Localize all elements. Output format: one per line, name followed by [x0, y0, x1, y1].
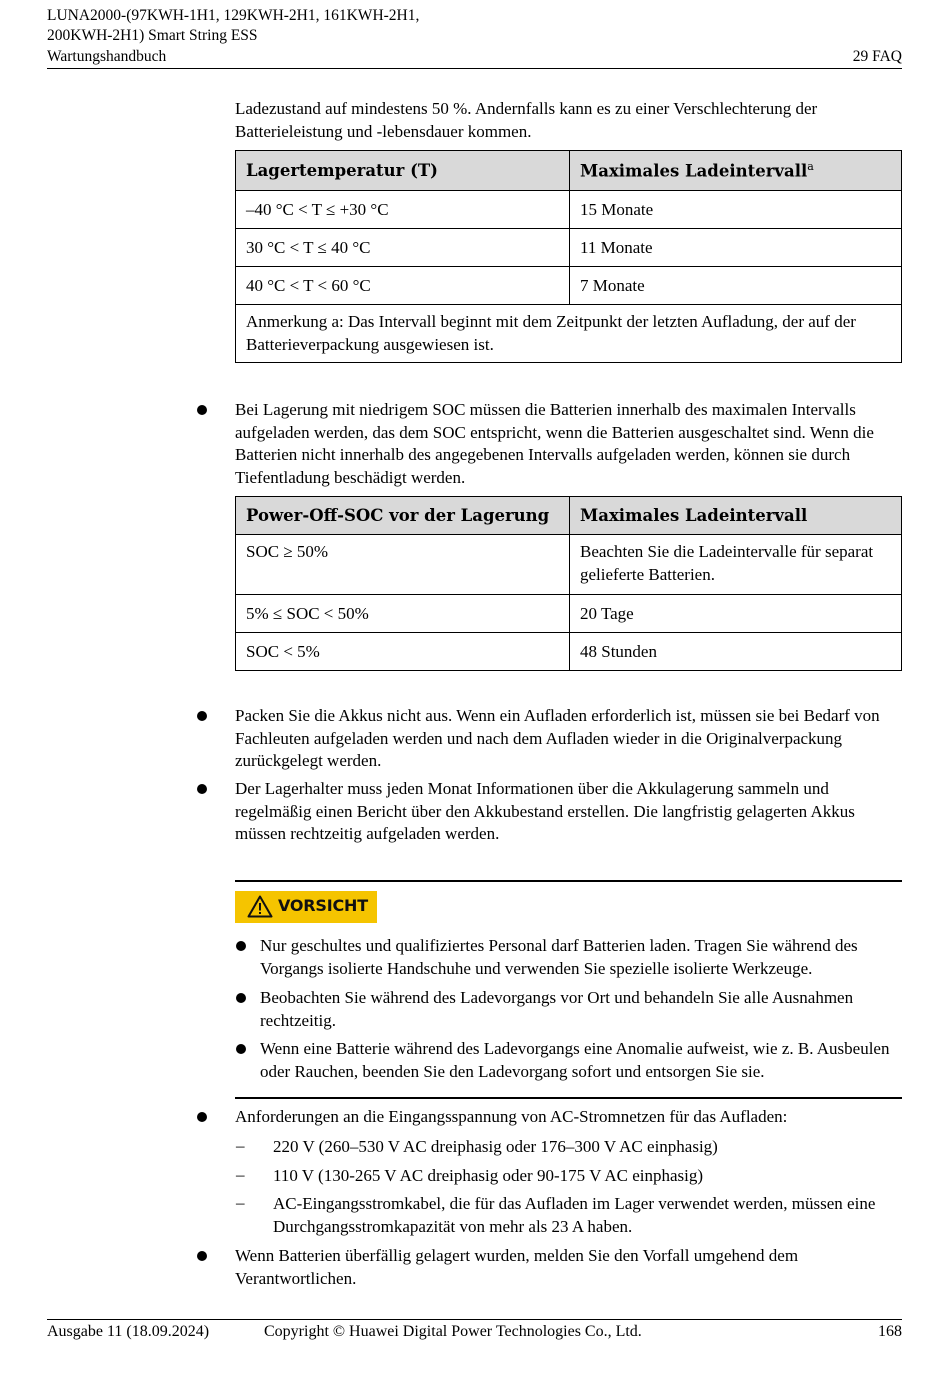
table-row: [236, 535, 902, 595]
table2-cell: Beachten Sie die Ladeintervalle für separat gelieferte Batterien.: [570, 535, 902, 595]
table1-cell: 7 Monate: [570, 267, 902, 305]
header-rule: [47, 68, 902, 69]
table2-cell: 5% ≤ SOC < 50%: [236, 595, 570, 633]
storage-temperature-table: [235, 150, 902, 363]
table1-cell: 11 Monate: [570, 229, 902, 267]
bullet-text-report: Der Lagerhalter muss jeden Monat Informationen über die Akkulagerung sammeln und regelmäßig einen Bericht über den Akkubestand erstellen. Die langfristig gelagerten Akkus müssen rechtzeitig aufgeladen werden.: [235, 779, 855, 843]
dash-marker: –: [236, 1136, 245, 1155]
table2-header-soc: Power-Off-SOC vor der Lagerung: [236, 497, 570, 535]
sub-item: AC-Eingangsstromkabel, die für das Aufladen im Lager verwendet werden, müssen eine Durchgangsstromkapazität von mehr als 23 A haben.: [273, 1194, 876, 1236]
table-row: [236, 229, 902, 267]
footer-page-number: 168: [878, 1323, 902, 1340]
header-doc-type: Wartungshandbuch: [47, 48, 167, 65]
soc-interval-table: [235, 496, 902, 671]
bullet-icon: [236, 993, 246, 1003]
dash-marker: –: [236, 1193, 245, 1212]
table2-cell: 48 Stunden: [570, 633, 902, 671]
bullet-text-low-soc: Bei Lagerung mit niedrigem SOC müssen die Batterien innerhalb des maximalen Intervalls aufgeladen werden, das dem SOC entspricht, wenn die Batterien ausgeschaltet sind. Wenn die Batterien nicht innerhalb des angegebenen Intervalls aufgeladen werden, können sie durch Tiefentladung beschädigt werden.: [235, 400, 874, 487]
table-row: [236, 191, 902, 229]
table1-note: Anmerkung a: Das Intervall beginnt mit dem Zeitpunkt der letzten Aufladung, der auf der Batterieverpackung ausgewiesen ist.: [236, 305, 902, 363]
bullet-icon: [236, 1044, 246, 1054]
footer-edition: Ausgabe 11 (18.09.2024): [47, 1323, 210, 1340]
header-section: 29 FAQ: [852, 48, 902, 65]
sub-item: 110 V (130-265 V AC dreiphasig oder 90-175 V AC einphasig): [273, 1166, 704, 1185]
table2-cell: 20 Tage: [570, 595, 902, 633]
table1-header-footnote-mark: a: [807, 160, 814, 174]
bullet-icon: [197, 405, 207, 415]
table1-header-interval: [570, 151, 902, 191]
table1-cell: –40 °C < T ≤ +30 °C: [236, 191, 570, 229]
table2-cell: SOC ≥ 50%: [236, 535, 570, 595]
footer-copyright: Copyright © Huawei Digital Power Technologies Co., Ltd.: [264, 1323, 642, 1340]
table1-cell: 15 Monate: [570, 191, 902, 229]
table1-cell: 40 °C < T < 60 °C: [236, 267, 570, 305]
bullet-icon: [236, 941, 246, 951]
table1-header-temperature: Lagertemperatur (T): [236, 151, 570, 191]
dash-marker: –: [236, 1165, 245, 1184]
table1-header-interval-text: Maximales Ladeintervall: [580, 161, 808, 181]
table-row: [236, 595, 902, 633]
warning-triangle-icon: [247, 895, 273, 923]
bullet-icon: [197, 784, 207, 794]
bullet-text-unpack: Packen Sie die Akkus nicht aus. Wenn ein Aufladen erforderlich ist, müssen sie bei Bedarf von Fachleuten aufgeladen werden und nach dem Aufladen wieder in die Originalverpackung zurückgelegt werden.: [235, 706, 880, 770]
bullet-icon: [197, 711, 207, 721]
table1-cell: 30 °C < T ≤ 40 °C: [236, 229, 570, 267]
bullet-icon: [197, 1251, 207, 1261]
sub-item: 220 V (260–530 V AC dreiphasig oder 176–300 V AC einphasig): [273, 1137, 718, 1156]
bullet-icon: [197, 1112, 207, 1122]
caution-item: Wenn eine Batterie während des Ladevorgangs eine Anomalie aufweist, wie z. B. Ausbeulen oder Rauchen, beenden Sie den Ladevorgang sofort und entsorgen Sie sie.: [260, 1039, 890, 1081]
footer-rule: [47, 1319, 902, 1320]
table-row: [236, 633, 902, 671]
caution-label: VORSICHT: [278, 896, 368, 915]
intro-paragraph: Ladezustand auf mindestens 50 %. Andernfalls kann es zu einer Verschlechterung der Batterieleistung und -lebensdauer kommen.: [235, 99, 818, 141]
table-row: [236, 267, 902, 305]
caution-bottom-rule: [235, 1097, 902, 1099]
table2-header-interval: Maximales Ladeintervall: [570, 497, 902, 535]
caution-item: Beobachten Sie während des Ladevorgangs vor Ort und behandeln Sie alle Ausnahmen rechtzeitig.: [260, 988, 854, 1030]
bullet-text-overdue: Wenn Batterien überfällig gelagert wurden, melden Sie den Vorfall umgehend dem Verantwortlichen.: [235, 1246, 799, 1288]
header-title-line2: 200KWH-2H1) Smart String ESS: [47, 27, 258, 44]
header-title-line1: LUNA2000-(97KWH-1H1, 129KWH-2H1, 161KWH-2H1,: [47, 7, 420, 24]
table-row: [236, 305, 902, 363]
caution-top-rule: [235, 880, 902, 882]
bullet-text-ac-requirements: Anforderungen an die Eingangsspannung von AC-Stromnetzen für das Aufladen:: [235, 1107, 788, 1126]
caution-badge: [235, 891, 377, 923]
caution-item: Nur geschultes und qualifiziertes Personal darf Batterien laden. Tragen Sie während des Vorgangs isolierte Handschuhe und verwenden Sie spezielle isolierte Werkzeuge.: [260, 936, 858, 978]
table2-cell: SOC < 5%: [236, 633, 570, 671]
